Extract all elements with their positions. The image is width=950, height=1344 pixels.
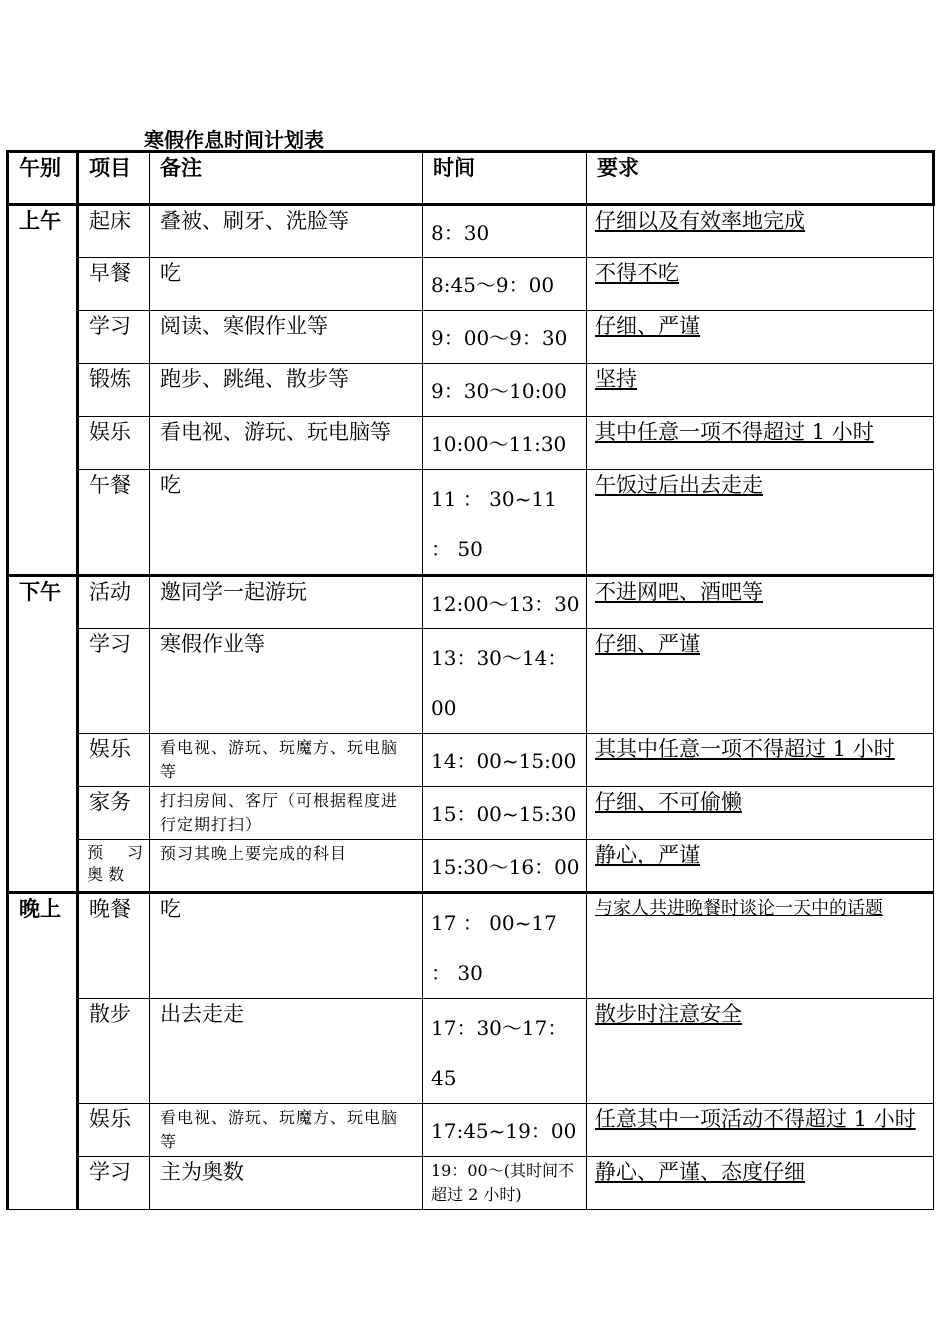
header-item: 项目	[78, 152, 150, 205]
time-cell: 14：00~15:00	[423, 734, 587, 787]
req-cell: 仔细、不可偷懒	[587, 787, 934, 840]
header-time: 时间	[423, 152, 587, 205]
req-cell: 仔细、严谨	[587, 629, 934, 734]
table-row	[8, 1157, 934, 1210]
time-cell: 8：30	[423, 205, 587, 258]
time-cell: 13：30～14：00	[423, 629, 587, 734]
note-cell: 出去走走	[150, 999, 423, 1104]
item-cell: 学习	[78, 311, 150, 364]
req-cell: 散步时注意安全	[587, 999, 934, 1104]
item-cell: 早餐	[78, 258, 150, 311]
item-text: 奥 数	[87, 865, 125, 884]
req-cell: 不进网吧、酒吧等	[587, 576, 934, 629]
time-cell: 17：30～17：45	[423, 999, 587, 1104]
time-cell: 17:45~19：00	[423, 1104, 587, 1157]
note-cell: 阅读、寒假作业等	[150, 311, 423, 364]
time-cell: 15:30～16：00	[423, 840, 587, 893]
req-cell: 静心、严谨、态度仔细	[587, 1157, 934, 1210]
item-text: 习	[126, 843, 143, 862]
item-cell: 学习	[78, 1157, 150, 1210]
req-cell: 与家人共进晚餐时谈论一天中的话题	[587, 893, 934, 999]
item-cell: 娱乐	[78, 1104, 150, 1157]
item-cell: 学习	[78, 629, 150, 734]
table-row	[8, 364, 934, 417]
req-cell: 坚持	[587, 364, 934, 417]
time-cell: 17 ： 00~17 ： 30	[423, 893, 587, 999]
req-cell: 不得不吃	[587, 258, 934, 311]
item-cell: 锻炼	[78, 364, 150, 417]
table-row	[8, 1104, 934, 1157]
table-row	[8, 205, 934, 258]
note-cell: 跑步、跳绳、散步等	[150, 364, 423, 417]
req-cell: 其中任意一项不得超过 1 小时	[587, 417, 934, 470]
note-cell: 吃	[150, 258, 423, 311]
time-cell: 10:00～11:30	[423, 417, 587, 470]
note-cell: 看电视、游玩、玩魔方、玩电脑等	[150, 1104, 423, 1157]
time-cell: 9：00～9：30	[423, 311, 587, 364]
table-row	[8, 787, 934, 840]
table-row	[8, 311, 934, 364]
note-cell: 看电视、游玩、玩魔方、玩电脑等	[150, 734, 423, 787]
header-req: 要求	[587, 152, 934, 205]
note-cell: 预习其晚上要完成的科目	[150, 840, 423, 893]
table-row	[8, 734, 934, 787]
item-cell: 散步	[78, 999, 150, 1104]
req-cell: 静心，严谨	[587, 840, 934, 893]
item-cell: 娱乐	[78, 734, 150, 787]
table-row	[8, 417, 934, 470]
item-cell: 起床	[78, 205, 150, 258]
header-row	[8, 152, 934, 205]
note-cell: 打扫房间、客厅（可根据程度进行定期打扫）	[150, 787, 423, 840]
table-row	[8, 893, 934, 999]
note-cell: 寒假作业等	[150, 629, 423, 734]
note-cell: 主为奥数	[150, 1157, 423, 1210]
table-row	[8, 999, 934, 1104]
note-cell: 邀同学一起游玩	[150, 576, 423, 629]
schedule-table	[6, 150, 935, 1210]
header-note: 备注	[150, 152, 423, 205]
note-cell: 叠被、刷牙、洗脸等	[150, 205, 423, 258]
table-row	[8, 470, 934, 576]
page-title: 寒假作息时间计划表	[144, 128, 324, 152]
note-cell: 吃	[150, 893, 423, 999]
table-row	[8, 840, 934, 893]
item-cell: 午餐	[78, 470, 150, 576]
item-text: 预	[87, 843, 104, 862]
time-cell: 19：00～(其时间不超过 2 小时)	[423, 1157, 587, 1210]
time-cell: 9：30～10:00	[423, 364, 587, 417]
table-row	[8, 576, 934, 629]
note-cell: 看电视、游玩、玩电脑等	[150, 417, 423, 470]
item-cell: 娱乐	[78, 417, 150, 470]
item-cell	[78, 840, 150, 893]
time-cell: 12:00～13：30	[423, 576, 587, 629]
period-afternoon: 下午	[8, 576, 78, 893]
item-cell: 晚餐	[78, 893, 150, 999]
table-row	[8, 629, 934, 734]
time-cell: 15：00~15:30	[423, 787, 587, 840]
req-cell: 仔细、严谨	[587, 311, 934, 364]
req-cell: 午饭过后出去走走	[587, 470, 934, 576]
req-cell: 其其中任意一项不得超过 1 小时	[587, 734, 934, 787]
req-cell: 仔细以及有效率地完成	[587, 205, 934, 258]
time-cell: 8:45～9：00	[423, 258, 587, 311]
time-cell: 11 ： 30~11 ： 50	[423, 470, 587, 576]
note-cell: 吃	[150, 470, 423, 576]
table-row	[8, 258, 934, 311]
period-morning: 上午	[8, 205, 78, 576]
header-period: 午别	[8, 152, 78, 205]
req-cell: 任意其中一项活动不得超过 1 小时	[587, 1104, 934, 1157]
period-evening: 晚上	[8, 893, 78, 1210]
item-cell: 家务	[78, 787, 150, 840]
item-cell: 活动	[78, 576, 150, 629]
